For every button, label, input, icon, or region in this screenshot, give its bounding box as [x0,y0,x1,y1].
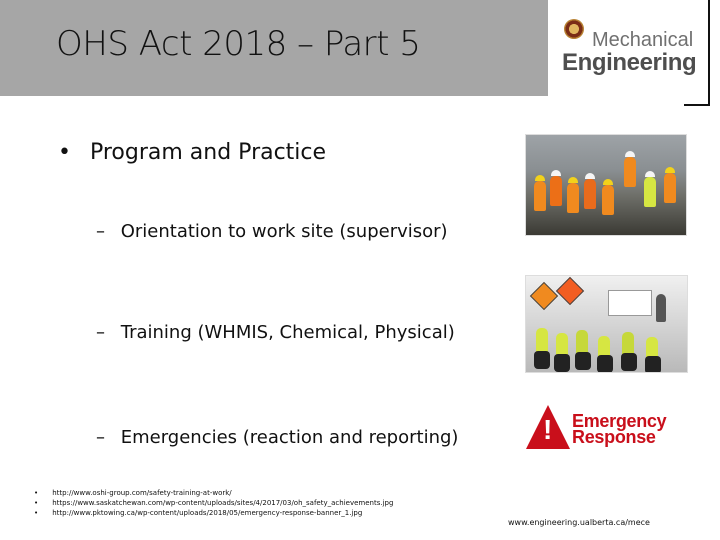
bullet-dot-icon: • [34,489,39,497]
reference-list [34,488,393,518]
sub-item-emergencies [96,427,458,448]
chair-icon [621,353,637,371]
main-bullet [58,140,326,165]
sub-item-orientation [96,221,448,242]
dash-icon: – [96,221,105,242]
sub-item-text: Emergencies (reaction and reporting) [120,427,459,448]
university-seal-icon [564,19,584,39]
logo-line1: Mechanical [592,29,694,51]
header-corner-bracket [684,0,710,106]
reference-item [34,488,393,498]
worker-figure [602,185,614,215]
slide-title: OHS Act 2018 – Part 5 [56,24,421,64]
hard-hat-icon [625,151,635,157]
worker-figure [534,181,546,211]
emergency-response-graphic [526,405,676,457]
sub-item-training [96,322,455,343]
logo-line2: Engineering [562,49,697,76]
bullet-dot-icon: • [34,509,39,517]
response-label: Response [572,427,656,447]
warning-sign-icon [530,282,558,310]
hard-hat-icon [535,175,545,181]
emergency-label: Emergency [572,411,667,431]
worker-figure [550,176,562,206]
sub-item-text: Training (WHMIS, Chemical, Physical) [120,322,455,343]
hard-hat-icon [665,167,675,173]
hard-hat-icon [603,179,613,185]
warning-sign-icon [556,277,584,305]
reference-url: http://www.pktowing.ca/wp-content/uploads/2018/05/emergency-response-banner_1.jpg [52,509,363,517]
reference-item [34,498,393,508]
footer-website: www.engineering.ualberta.ca/mece [508,518,650,527]
chair-icon [575,352,591,370]
hard-hat-icon [568,177,578,183]
worker-figure [567,183,579,213]
main-bullet-text: Program and Practice [89,140,327,165]
chair-icon [554,354,570,372]
reference-item [34,508,393,518]
worker-figure [584,179,596,209]
slide-header [0,0,720,96]
exclamation-mark: ! [543,414,553,445]
worker-figure [644,177,656,207]
dash-icon: – [96,427,105,448]
worker-figure [624,157,636,187]
hard-hat-icon [551,170,561,176]
reference-url: http://www.oshi-group.com/safety-training-at-work/ [52,489,232,497]
hard-hat-icon [645,171,655,177]
sub-item-text: Orientation to work site (supervisor) [120,221,448,242]
photo-training-session [525,275,688,373]
instructor-figure [656,294,666,322]
dash-icon: – [96,322,105,343]
projection-screen [608,290,652,316]
worker-figure [664,173,676,203]
bullet-dot-icon: • [34,499,39,507]
bullet-dot-icon: • [58,140,71,165]
photo-worksite-orientation [525,134,687,236]
chair-icon [597,355,613,373]
chair-icon [645,356,661,373]
reference-url: https://www.saskatchewan.com/wp-content/uploads/sites/4/2017/03/oh_safety_achievements.jpg [52,499,394,507]
hard-hat-icon [585,173,595,179]
chair-icon [534,351,550,369]
